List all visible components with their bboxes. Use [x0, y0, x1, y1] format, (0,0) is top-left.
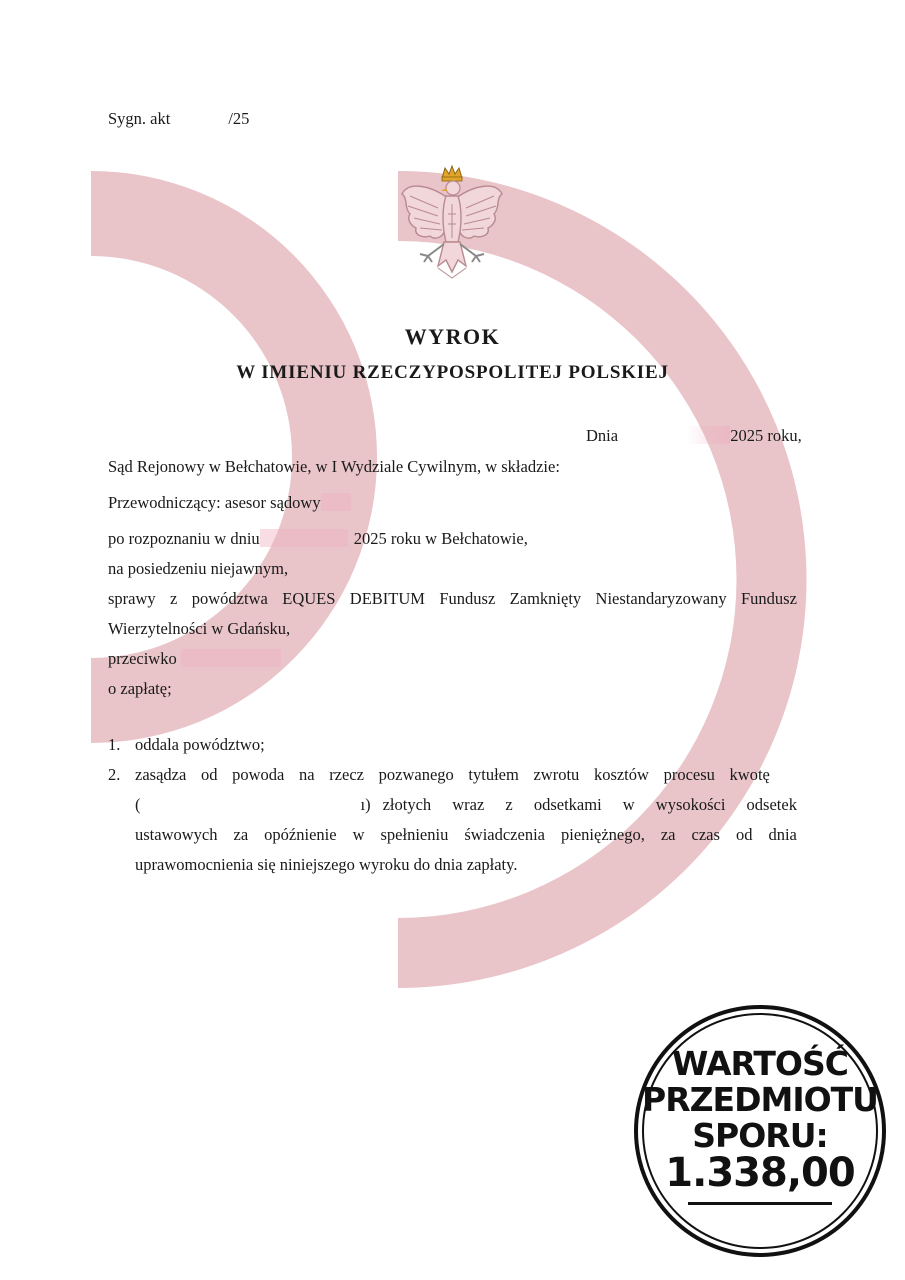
stamp-line-3: SPORU:	[692, 1116, 828, 1155]
redaction	[321, 493, 351, 511]
case-word: Niestandaryzowany	[595, 589, 727, 608]
chair-line: Przewodniczący: asesor sądowy	[108, 492, 351, 514]
case-word: sprawy	[108, 589, 156, 608]
ruling-word: świadczenia	[464, 825, 545, 844]
redaction	[181, 649, 281, 667]
case-signature: Sygn. akt /25	[108, 109, 250, 128]
ruling-word: od	[735, 825, 753, 844]
ruling-word: od	[200, 765, 218, 784]
stamp-value: 1.338,00	[665, 1150, 855, 1196]
ruling-word: kosztów	[593, 765, 649, 784]
ruling-word: pieniężnego,	[561, 825, 645, 844]
ruling-word: wraz	[452, 795, 485, 814]
case-word: DEBITUM	[349, 589, 425, 608]
judgment-date: Dnia 2025 roku,	[586, 426, 802, 445]
hearing-line: po rozpoznaniu w dniu 2025 roku w Bełchatowie,	[108, 529, 528, 548]
stamp-line-1: WARTOŚĆ	[672, 1044, 848, 1083]
ruling-word: złotych	[382, 795, 432, 814]
ruling-word: pozwanego	[378, 765, 454, 784]
ruling-word: w	[622, 795, 635, 814]
document-title: WYROK	[404, 324, 501, 349]
ruling-word: na	[298, 765, 315, 784]
ruling-word: z	[505, 795, 513, 814]
case-line-2: Wierzytelności w Gdańsku,	[108, 619, 291, 638]
case-word: EQUES	[282, 589, 336, 608]
ruling-word: odsetek	[746, 795, 797, 814]
ruling-word: ustawowych	[135, 825, 218, 844]
ruling-word: w	[352, 825, 365, 844]
stamp-underline	[688, 1202, 832, 1205]
ruling-word: czas	[691, 825, 720, 844]
dispute-value-stamp	[633, 1004, 887, 1258]
polish-eagle-emblem-icon	[398, 164, 506, 286]
case-word: Fundusz	[439, 589, 496, 608]
ruling-word: tytułem	[468, 765, 519, 784]
stamp-line-2: PRZEDMIOTU	[642, 1080, 878, 1119]
case-line-1	[108, 588, 797, 610]
ruling-word: wysokości	[655, 795, 726, 814]
redaction	[260, 529, 348, 547]
case-word: Zamknięty	[509, 589, 582, 608]
ruling-word: spełnieniu	[380, 825, 449, 844]
ruling-word: procesu	[663, 765, 715, 784]
redaction	[622, 426, 730, 444]
case-word: z	[170, 589, 178, 608]
case-word: Fundusz	[740, 589, 797, 608]
ruling-word: zasądza	[135, 765, 187, 784]
ruling-word: opóźnienie	[264, 825, 337, 844]
case-word: powództwa	[191, 589, 268, 608]
session-line: na posiedzeniu niejawnym,	[108, 559, 289, 578]
subject-line: o zapłatę;	[108, 679, 172, 698]
ruling-word: zwrotu	[533, 765, 580, 784]
ruling-item-1: 1. oddala powództwo;	[108, 735, 265, 754]
ruling-word: kwotę	[729, 765, 770, 784]
ruling-word: za	[233, 825, 249, 844]
ruling-word: rzecz	[329, 765, 364, 784]
defendant-line: przeciwko	[108, 648, 281, 670]
ruling-word: powoda	[232, 765, 285, 784]
ruling-2-line-4: uprawomocnienia się niniejszego wyroku do dnia zapłaty.	[135, 855, 518, 874]
ruling-2-line-3	[135, 824, 797, 846]
ruling-item-2: 2. zasądza od powoda na rzecz pozwanego tytułem zwrotu kosztów procesu kwotę	[108, 764, 797, 786]
ruling-word: odsetkami	[533, 795, 602, 814]
document-subtitle: W IMIENIU RZECZYPOSPOLITEJ POLSKIEJ	[236, 362, 669, 383]
court-composition: Sąd Rejonowy w Bełchatowie, w I Wydziale Cywilnym, w składzie:	[108, 457, 560, 476]
ruling-2-line-1	[135, 764, 770, 786]
ruling-word: dnia	[768, 825, 797, 844]
ruling-word: za	[660, 825, 676, 844]
ruling-2-line-2: ( ı) złotych wraz z odsetkami w wysokości odsetek	[135, 794, 797, 816]
